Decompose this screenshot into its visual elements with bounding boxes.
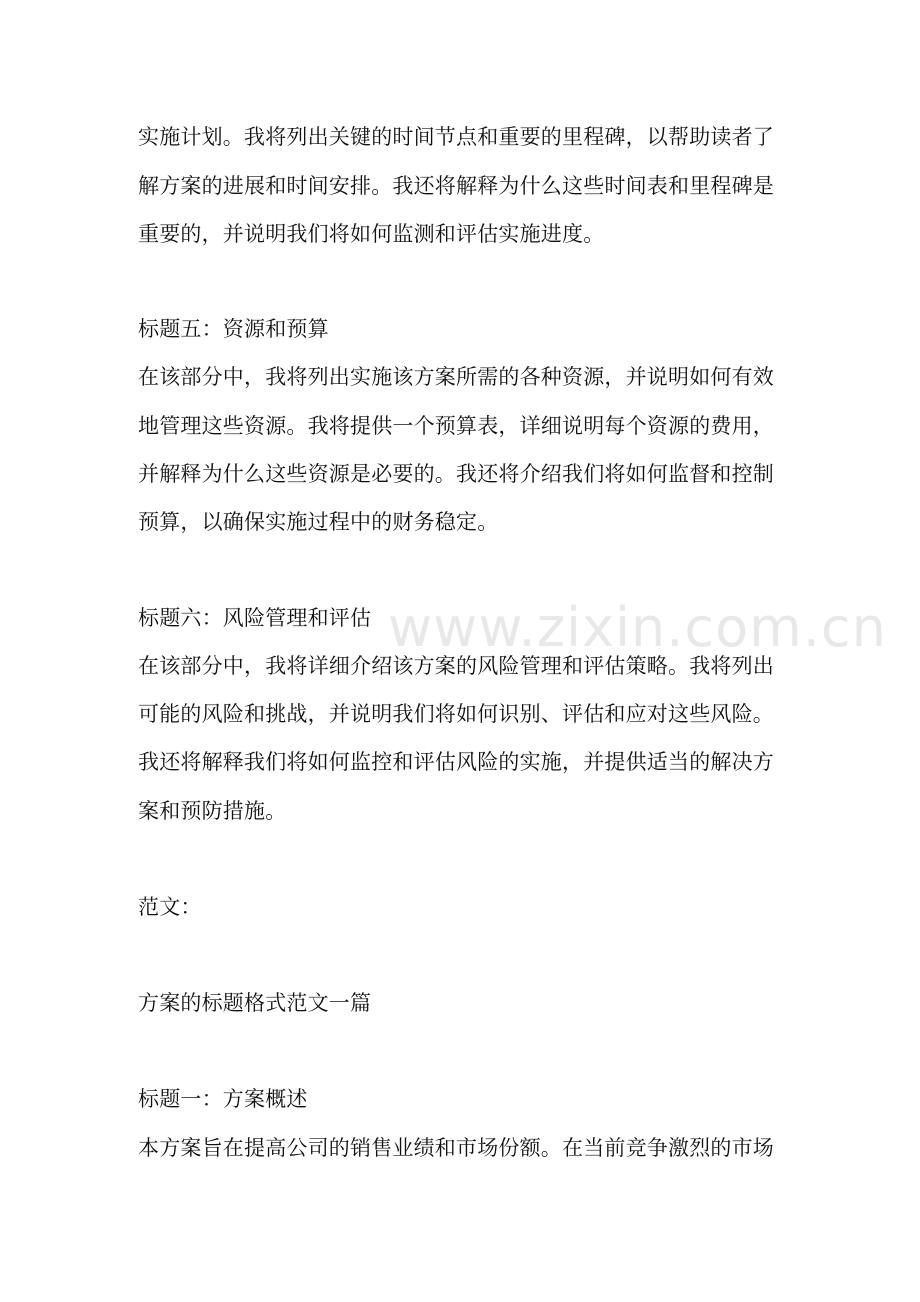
paragraph-line: 在该部分中，我将详细介绍该方案的风险管理和评估策略。我将列出	[138, 654, 774, 678]
paragraph-line: 预算，以确保实施过程中的财务稳定。	[138, 510, 499, 534]
paragraph-line: 在该部分中，我将列出实施该方案所需的各种资源，并说明如何有效	[138, 365, 774, 389]
section-heading-5: 标题五：资源和预算	[138, 317, 329, 341]
section-heading-6: 标题六：风险管理和评估	[138, 606, 372, 630]
paragraph-line: 实施计划。我将列出关键的时间节点和重要的里程碑，以帮助读者了	[138, 125, 774, 149]
sample-label: 范文：	[138, 895, 202, 919]
paragraph-line: 地管理这些资源。我将提供一个预算表，详细说明每个资源的费用，	[138, 414, 774, 438]
paragraph-line: 重要的，并说明我们将如何监测和评估实施进度。	[138, 222, 605, 246]
watermark-logo: www.zixin.com.cn	[388, 596, 887, 659]
paragraph-line: 本方案旨在提高公司的销售业绩和市场份额。在当前竞争激烈的市场	[138, 1136, 774, 1160]
paragraph-line: 我还将解释我们将如何监控和评估风险的实施，并提供适当的解决方	[138, 750, 774, 774]
paragraph-line: 解方案的进展和时间安排。我还将解释为什么这些时间表和里程碑是	[138, 174, 774, 198]
sample-title: 方案的标题格式范文一篇	[138, 991, 372, 1015]
paragraph-line: 可能的风险和挑战，并说明我们将如何识别、评估和应对这些风险。	[138, 702, 774, 726]
paragraph-line: 案和预防措施。	[138, 799, 287, 823]
paragraph-line: 并解释为什么这些资源是必要的。我还将介绍我们将如何监督和控制	[138, 462, 774, 486]
section-heading-1: 标题一：方案概述	[138, 1087, 308, 1111]
